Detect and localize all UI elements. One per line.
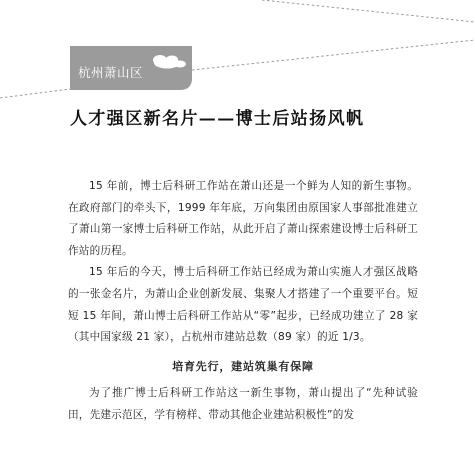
dashed-decor-line-top <box>262 0 475 22</box>
article-title: 人才强区新名片——博士后站扬风帆 <box>70 109 365 129</box>
section-tag-label: 杭州萧山区 <box>78 65 144 80</box>
section-subheading: 培育先行，建站筑巢有保障 <box>172 359 314 373</box>
dashed-decor-line-right <box>192 40 475 70</box>
paragraph: 为了推广博士后科研工作站这一新生事物，萧山提出了“先种试验田，先建示范区，学有榜样、带动其他企业建站积极性”的发 <box>68 387 418 421</box>
article-body <box>68 176 418 427</box>
paragraph: 15 年后的今天，博士后科研工作站已经成为萧山实施人才强区战略的一张金名片，为萧山企业创新发展、集聚人才搭建了一个重要平台。短短 15 年间，萧山博士后科研工作站从“零”起步，已经成功建立了 28 家（其中国家级 21 家），占杭州市建站总数（89 家）的近 1/3。 <box>68 266 418 344</box>
paragraph: 15 年前，博士后科研工作站在萧山还是一个鲜为人知的新生事物。在政府部门的牵头下，1999 年年底，万向集团由原国家人事部批准建立了萧山第一家博士后科研工作站，从此开启了萧山探索建设博士后科研工作站的历程。 <box>68 180 418 257</box>
dashed-decor-line-left <box>0 89 70 98</box>
